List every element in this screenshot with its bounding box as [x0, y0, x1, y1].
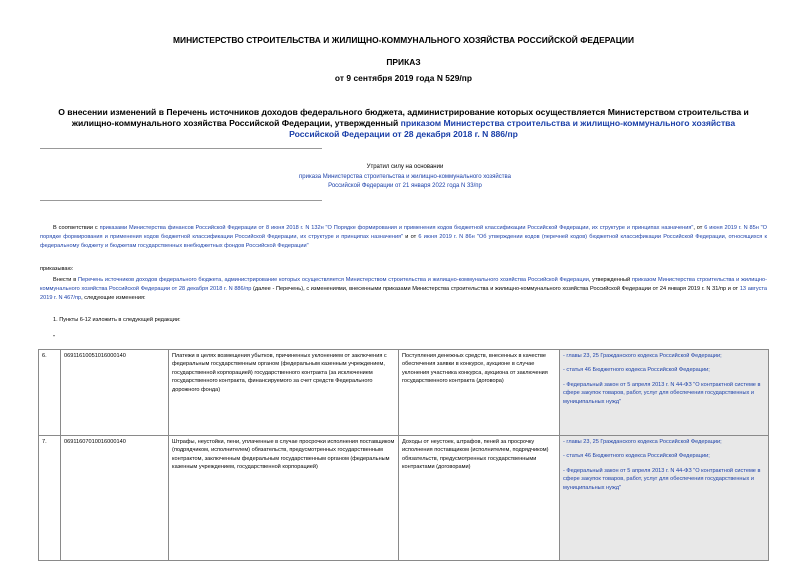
row-code: 06911607010016000140	[61, 436, 169, 561]
lost-force-link-2[interactable]: Российской Федерации от 21 января 2022 года N 33/пр	[328, 183, 482, 189]
law-44fz[interactable]: - Федеральный закон от 5 апреля 2013 г. N 44-ФЗ "О контрактной системе в сфере закупок товаров, работ, услуг для обеспечения государственных и муниципальных нужд"	[563, 381, 761, 405]
para2-link-list[interactable]: Перечень источников доходов федерального бюджета, администрирование которых осуществляется Министерством строительства и жилищно-коммунального хозяйства Российской Федерации	[77, 277, 589, 283]
row-name: Платежи в целях возмещения убытков, причиненных уклонением от заключения с федеральным государственным органом (федеральным казенным учреждением, государственной корпорацией) государственного контракта (за исключением государственного контракта, финансируемого за счет средств Федерального дорожного фонда)	[169, 350, 399, 436]
lost-force-label: Утратил силу на основании	[366, 164, 444, 170]
row-name: Штрафы, неустойки, пени, уплаченные в случае просрочки исполнения поставщиком (подрядчиком, исполнителем) обязательств, предусмотренных государственным контрактом, заключенным федеральным государственным органом (федеральным казенным учреждением, государственной корпорацией)	[169, 436, 399, 561]
lost-force-note	[205, 163, 605, 192]
para2-link-order-886[interactable]: приказом Министерства строительства и жилищно-коммунального хозяйства Российской Федерации от 28 декабря 2018 г. N 886/пр	[40, 277, 768, 292]
row-code: 06911610051016000140	[61, 350, 169, 436]
law-civil-code[interactable]: - главы 23, 25 Гражданского кодекса Российской Федерации;	[563, 439, 722, 445]
para1-text-2: , от	[693, 225, 705, 231]
para1-link-minfin-85n[interactable]: 6 июня 2019 г. N 85н "О порядке формирования и применения кодов бюджетной классификации Российской Федерации, их структуре и принципах назначения"	[40, 225, 768, 240]
para1-text-3: и от	[403, 234, 419, 240]
row-number: 7.	[39, 436, 61, 561]
para2-text-3: (далее - Перечень), с изменениями, внесенными приказами Министерства строительства и жилищно-коммунального хозяйства Российской Федерации от 24 января 2019 г. N 31/пр и от	[251, 286, 740, 292]
para1-link-minfin-132n[interactable]: приказами Министерства финансов Российской Федерации от 8 июня 2018 г. N 132н "О Порядке формирования и применения кодов бюджетной классификации Российской Федерации, их структуре и принципах назначения"	[99, 225, 694, 231]
para1-text-1: В соответствии с	[53, 225, 100, 231]
para2-text-1: Внести в	[53, 277, 78, 283]
row-legal-basis	[560, 350, 769, 436]
document-date: от 9 сентября 2019 года N 529/пр	[334, 73, 473, 83]
ministry-header: МИНИСТЕРСТВО СТРОИТЕЛЬСТВА И ЖИЛИЩНО-КОММУНАЛЬНОГО ХОЗЯЙСТВА РОССИЙСКОЙ ФЕДЕРАЦИИ	[172, 35, 635, 45]
table-row	[39, 350, 769, 436]
paragraph-basis	[40, 224, 767, 251]
para2-text-2: , утвержденный	[588, 277, 632, 283]
title-link-order[interactable]: приказом Министерства строительства и жилищно-коммунального хозяйства	[400, 118, 736, 128]
sources-table	[38, 349, 769, 561]
table-row	[39, 436, 769, 561]
divider-top	[40, 148, 322, 149]
row-description: Доходы от неустоек, штрафов, пеней за просрочку исполнения поставщиком (исполнителем, подрядчиком) обязательств, предусмотренных государственными контрактами (договорами)	[399, 436, 560, 561]
quote-mark: "	[53, 335, 55, 341]
law-44fz[interactable]: - Федеральный закон от 5 апреля 2013 г. N 44-ФЗ "О контрактной системе в сфере закупок товаров, работ, услуг для обеспечения государственных и муниципальных нужд"	[563, 467, 761, 491]
title-line2: жилищно-коммунального хозяйства Российской Федерации, утвержденный	[71, 118, 401, 128]
title-link-order-date[interactable]: Российской Федерации от 28 декабря 2018 г. N 886/пр	[289, 129, 518, 139]
law-budget-code[interactable]: - статья 46 Бюджетного кодекса Российской Федерации;	[563, 453, 710, 460]
row-description: Поступления денежных средств, внесенных в качестве обеспечения заявки в конкурсе, аукционе в случае уклонения участника конкурса, аукциона от заключения государственного контракта (договора)	[399, 350, 560, 436]
paragraph-amend	[40, 276, 767, 303]
lost-force-link-1[interactable]: приказа Министерства строительства и жилищно-коммунального хозяйства	[299, 173, 511, 180]
para1-link-minfin-86n[interactable]: 6 июня 2019 г. N 86н "Об утверждении кодов (перечней кодов) бюджетной классификации Российской Федерации, относящихся к федеральному бюджету и бюджетам государственных внебюджетных фондов Российской Федерации"	[40, 234, 767, 249]
law-budget-code[interactable]: - статья 46 Бюджетного кодекса Российской Федерации;	[563, 367, 710, 374]
row-legal-basis	[560, 436, 769, 561]
document-title	[40, 107, 767, 140]
item-1: 1. Пункты 6-12 изложить в следующей редакции:	[53, 317, 181, 323]
order-word: приказываю:	[40, 266, 74, 272]
para2-link-order-467[interactable]: 13 августа 2019 г. N 467/пр	[40, 286, 767, 301]
divider-bottom	[40, 200, 322, 201]
law-civil-code[interactable]: - главы 23, 25 Гражданского кодекса Российской Федерации;	[563, 353, 722, 359]
row-number: 6.	[39, 350, 61, 436]
title-line1: О внесении изменений в Перечень источников доходов федерального бюджета, администрирование которых осуществляется Министерством строительства и	[58, 107, 749, 117]
document-type: ПРИКАЗ	[386, 57, 421, 67]
para2-text-4: , следующие изменения:	[81, 295, 146, 301]
